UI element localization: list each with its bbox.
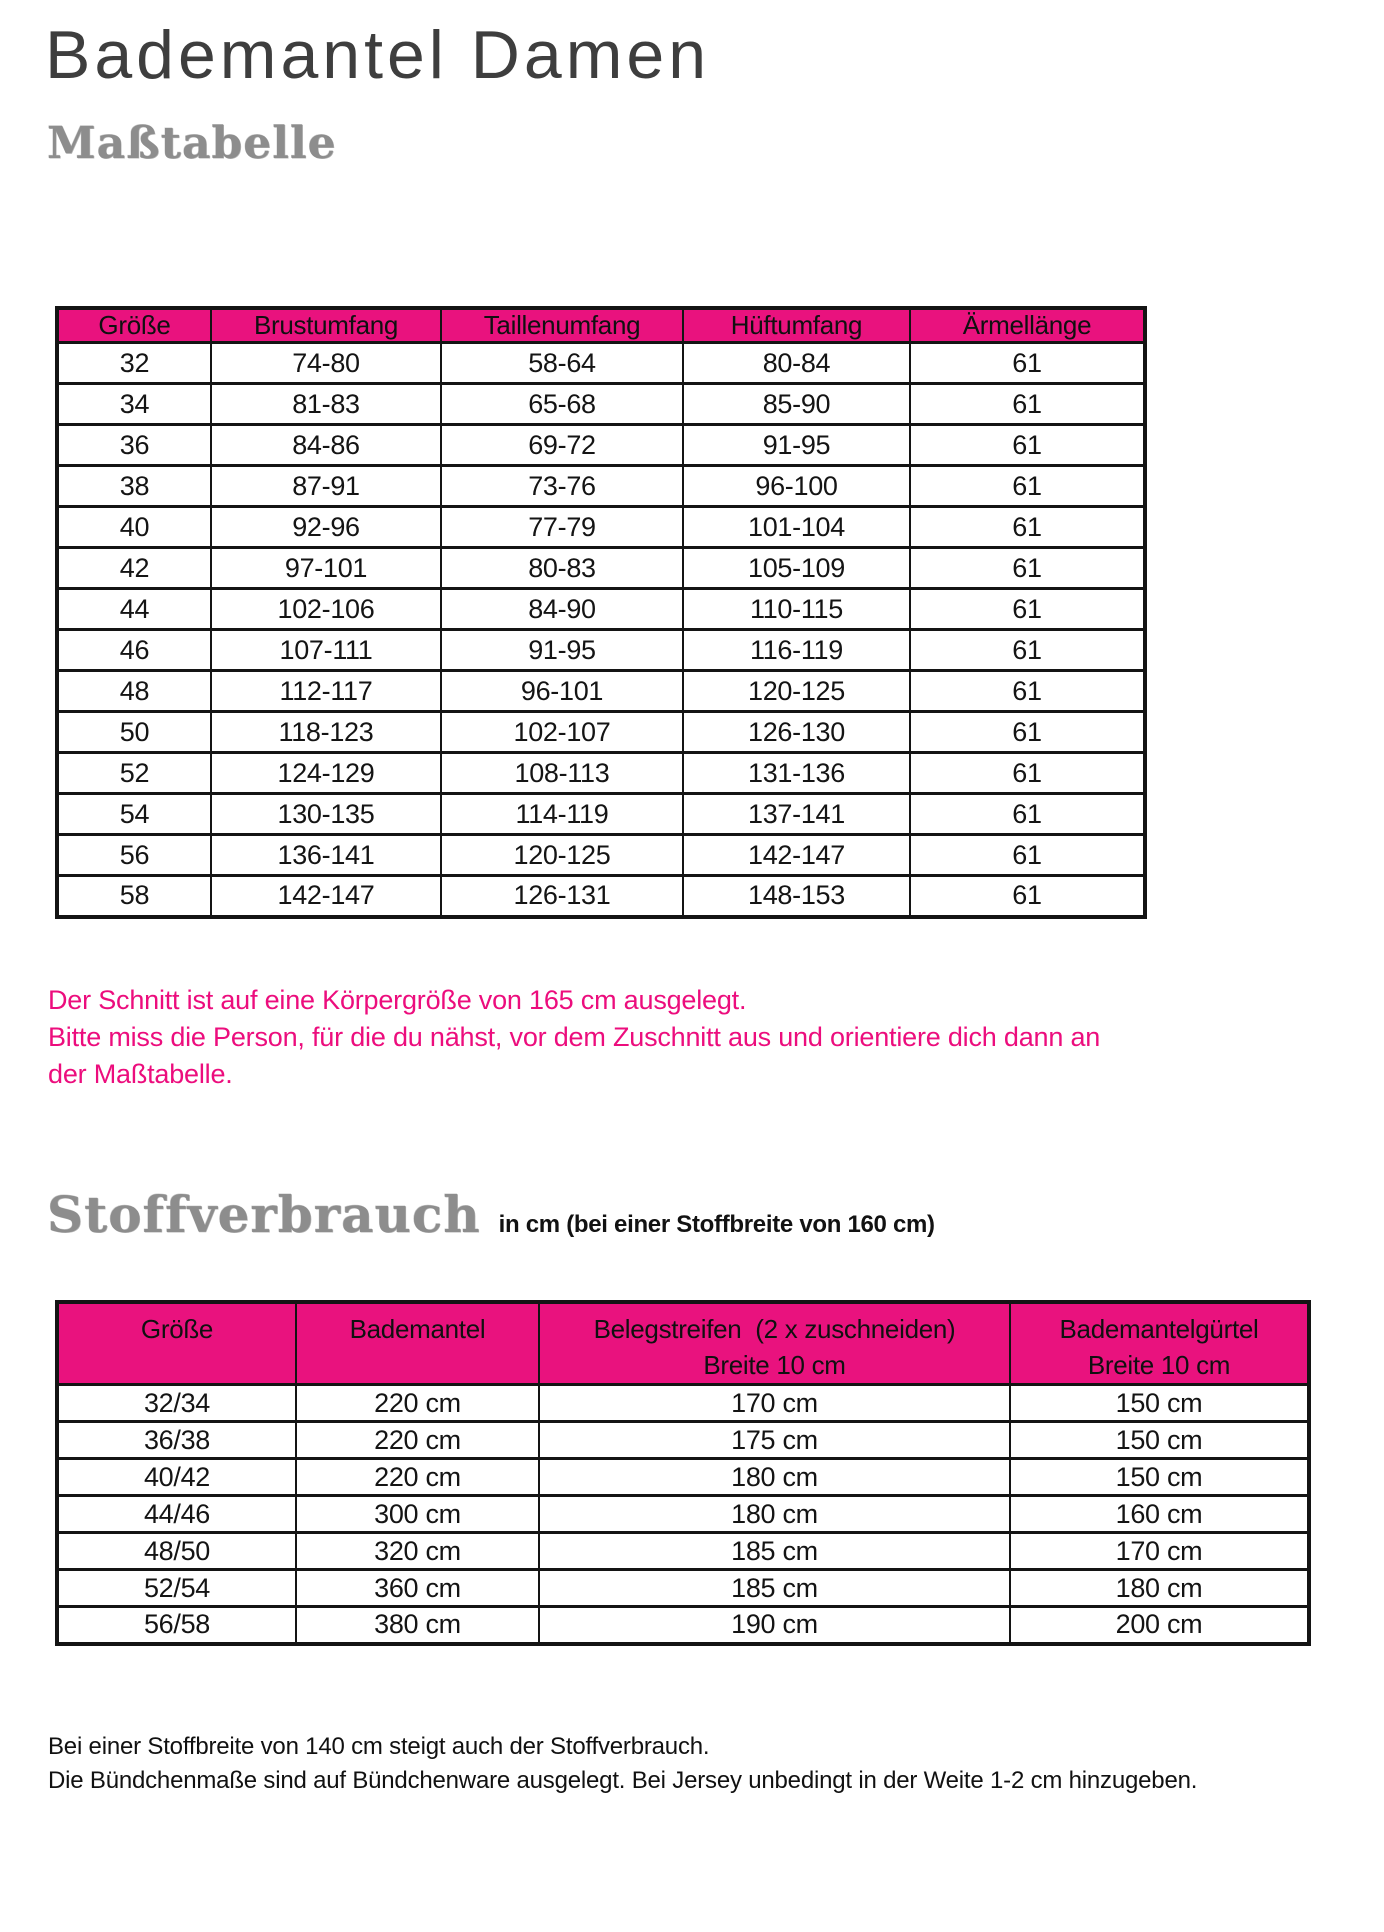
table-cell: 97-101 [211,548,441,589]
column-header: Brustumfang [211,308,441,343]
table-cell: 130-135 [211,794,441,835]
table-row [57,548,1145,589]
table-cell: 61 [910,835,1145,876]
table-cell: 80-83 [441,548,683,589]
table-cell: 61 [910,425,1145,466]
table-cell: 34 [57,384,211,425]
table-cell: 360 cm [296,1570,539,1607]
column-header: Größe [57,308,211,343]
table-cell: 175 cm [539,1422,1010,1459]
column-header: Bademantelgürtel Breite 10 cm [1010,1302,1309,1385]
table-cell: 108-113 [441,753,683,794]
table-cell: 58 [57,876,211,917]
column-header: Taillenumfang [441,308,683,343]
table-cell: 54 [57,794,211,835]
table-cell: 61 [910,548,1145,589]
table-cell: 180 cm [539,1459,1010,1496]
column-header: Bademantel [296,1302,539,1385]
table-cell: 170 cm [1010,1533,1309,1570]
table-cell: 112-117 [211,671,441,712]
table-cell: 84-86 [211,425,441,466]
table-cell: 44/46 [57,1496,296,1533]
table-row [57,384,1145,425]
header-row [57,1302,1309,1385]
table-cell: 42 [57,548,211,589]
table-cell: 102-107 [441,712,683,753]
table-cell: 101-104 [683,507,910,548]
table-cell: 126-130 [683,712,910,753]
table-cell: 50 [57,712,211,753]
table-cell: 220 cm [296,1422,539,1459]
size-note-line: der Maßtabelle. [48,1059,233,1089]
table-cell: 92-96 [211,507,441,548]
page-title: Bademantel Damen [45,17,711,93]
table-cell: 40 [57,507,211,548]
table-cell: 48 [57,671,211,712]
table-cell: 80-84 [683,343,910,384]
table-cell: 61 [910,384,1145,425]
table-row [57,630,1145,671]
table-row [57,343,1145,384]
table-cell: 116-119 [683,630,910,671]
table-cell: 65-68 [441,384,683,425]
table-cell: 300 cm [296,1496,539,1533]
table-cell: 180 cm [539,1496,1010,1533]
column-header: Größe [57,1302,296,1385]
table-cell: 150 cm [1010,1459,1309,1496]
table-cell: 118-123 [211,712,441,753]
table-row [57,589,1145,630]
size-note-line: Der Schnitt ist auf eine Körpergröße von 165 cm ausgelegt. [48,985,747,1015]
table-cell: 131-136 [683,753,910,794]
table-cell: 150 cm [1010,1422,1309,1459]
table-row [57,753,1145,794]
table-cell: 46 [57,630,211,671]
table-cell: 61 [910,589,1145,630]
table-cell: 61 [910,876,1145,917]
footer-note-line: Bei einer Stoffbreite von 140 cm steigt auch der Stoffverbrauch. [48,1733,710,1760]
table-cell: 185 cm [539,1533,1010,1570]
table-cell: 74-80 [211,343,441,384]
stoffverbrauch-subtitle: in cm (bei einer Stoffbreite von 160 cm) [498,1211,935,1238]
table-row [57,1459,1309,1496]
stoffverbrauch-heading-row [47,1185,935,1244]
table-cell: 160 cm [1010,1496,1309,1533]
table-cell: 61 [910,671,1145,712]
size-note-line: Bitte miss die Person, für die du nähst, vor dem Zuschnitt aus und orientiere dich dann an [48,1022,1101,1052]
table-cell: 137-141 [683,794,910,835]
masstabelle-heading: Maßtabelle [47,118,337,169]
table-row [57,1385,1309,1422]
table-cell: 185 cm [539,1570,1010,1607]
table-row [57,671,1145,712]
table-cell: 38 [57,466,211,507]
size-table [55,306,1147,919]
table-cell: 32/34 [57,1385,296,1422]
table-cell: 150 cm [1010,1385,1309,1422]
table-cell: 120-125 [441,835,683,876]
table-cell: 110-115 [683,589,910,630]
table-row [57,1570,1309,1607]
table-cell: 58-64 [441,343,683,384]
table-cell: 96-101 [441,671,683,712]
table-cell: 91-95 [683,425,910,466]
table-row [57,425,1145,466]
table-cell: 36 [57,425,211,466]
table-row [57,835,1145,876]
table-cell: 61 [910,466,1145,507]
table-cell: 220 cm [296,1459,539,1496]
table-cell: 142-147 [683,835,910,876]
column-header: Hüftumfang [683,308,910,343]
table-cell: 81-83 [211,384,441,425]
table-cell: 170 cm [539,1385,1010,1422]
table-cell: 40/42 [57,1459,296,1496]
column-header: Ärmellänge [910,308,1145,343]
table-cell: 36/38 [57,1422,296,1459]
table-cell: 87-91 [211,466,441,507]
table-cell: 380 cm [296,1607,539,1644]
table-cell: 56/58 [57,1607,296,1644]
table-cell: 61 [910,630,1145,671]
footer-note-line: Die Bündchenmaße sind auf Bündchenware ausgelegt. Bei Jersey unbedingt in der Weite 1-2 cm hinzugeben. [48,1767,1198,1794]
size-note [48,982,1100,1093]
table-cell: 52/54 [57,1570,296,1607]
column-header: Belegstreifen (2 x zuschneiden) Breite 10 cm [539,1302,1010,1385]
table-cell: 52 [57,753,211,794]
table-cell: 220 cm [296,1385,539,1422]
table-cell: 61 [910,507,1145,548]
table-row [57,1496,1309,1533]
fabric-table [55,1300,1311,1646]
table-cell: 180 cm [1010,1570,1309,1607]
table-cell: 73-76 [441,466,683,507]
table-cell: 61 [910,343,1145,384]
table-cell: 120-125 [683,671,910,712]
stoffverbrauch-heading: Stoffverbrauch [47,1185,481,1244]
table-cell: 114-119 [441,794,683,835]
table-cell: 69-72 [441,425,683,466]
table-cell: 320 cm [296,1533,539,1570]
table-row [57,794,1145,835]
table-cell: 61 [910,712,1145,753]
footer-note [48,1730,1197,1798]
table-cell: 124-129 [211,753,441,794]
table-cell: 44 [57,589,211,630]
table-cell: 48/50 [57,1533,296,1570]
table-cell: 190 cm [539,1607,1010,1644]
table-cell: 200 cm [1010,1607,1309,1644]
table-row [57,1533,1309,1570]
table-cell: 56 [57,835,211,876]
table-row [57,466,1145,507]
table-cell: 148-153 [683,876,910,917]
table-cell: 61 [910,753,1145,794]
table-row [57,712,1145,753]
table-cell: 105-109 [683,548,910,589]
table-cell: 142-147 [211,876,441,917]
table-row [57,1422,1309,1459]
table-cell: 102-106 [211,589,441,630]
table-cell: 61 [910,794,1145,835]
table-cell: 85-90 [683,384,910,425]
header-row [57,308,1145,343]
table-cell: 91-95 [441,630,683,671]
table-cell: 107-111 [211,630,441,671]
table-cell: 77-79 [441,507,683,548]
table-cell: 84-90 [441,589,683,630]
table-cell: 136-141 [211,835,441,876]
table-row [57,876,1145,917]
table-row [57,507,1145,548]
table-cell: 126-131 [441,876,683,917]
table-row [57,1607,1309,1644]
table-cell: 96-100 [683,466,910,507]
table-cell: 32 [57,343,211,384]
